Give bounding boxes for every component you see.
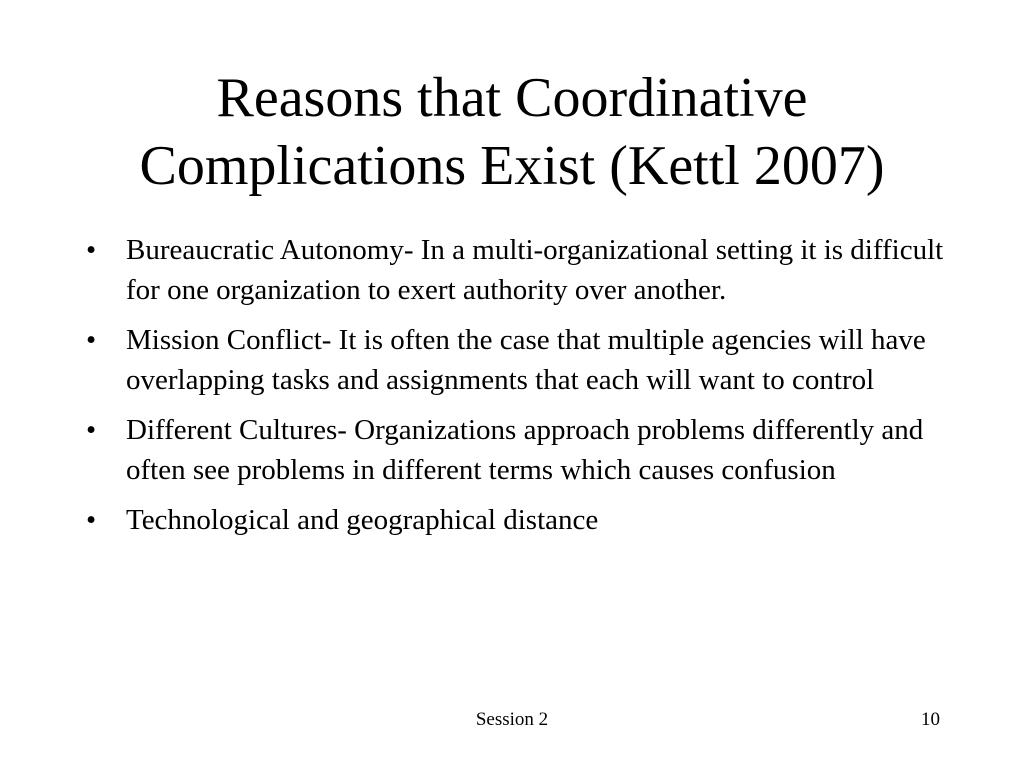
bullet-text: Different Cultures- Organizations approach problems differently and often see problems in different terms which causes confusion [126, 414, 924, 486]
bullet-dot-icon: • [86, 504, 97, 536]
slide-title [60, 64, 964, 200]
slide-title-line-2: Complications Exist (Kettl 2007) [139, 135, 885, 197]
bullet-dot-icon: • [86, 324, 97, 356]
bullet-list [86, 230, 946, 550]
footer-session-label: Session 2 [475, 709, 549, 730]
slide-title-line-1: Reasons that Coordinative [216, 67, 808, 129]
bullet-item-mission-conflict [86, 320, 946, 400]
bullet-item-technological-distance [86, 500, 946, 540]
bullet-item-different-cultures [86, 410, 946, 490]
footer-page-number: 10 [921, 709, 940, 730]
bullet-item-bureaucratic-autonomy [86, 230, 946, 310]
bullet-text: Technological and geographical distance [126, 504, 599, 536]
bullet-dot-icon: • [86, 414, 97, 446]
bullet-dot-icon: • [86, 234, 97, 266]
bullet-text: Bureaucratic Autonomy- In a multi-organizational setting it is difficult for one organization to exert authority over another. [126, 234, 944, 306]
bullet-text: Mission Conflict- It is often the case that multiple agencies will have overlapping tasks and assignments that each will want to control [126, 324, 926, 396]
